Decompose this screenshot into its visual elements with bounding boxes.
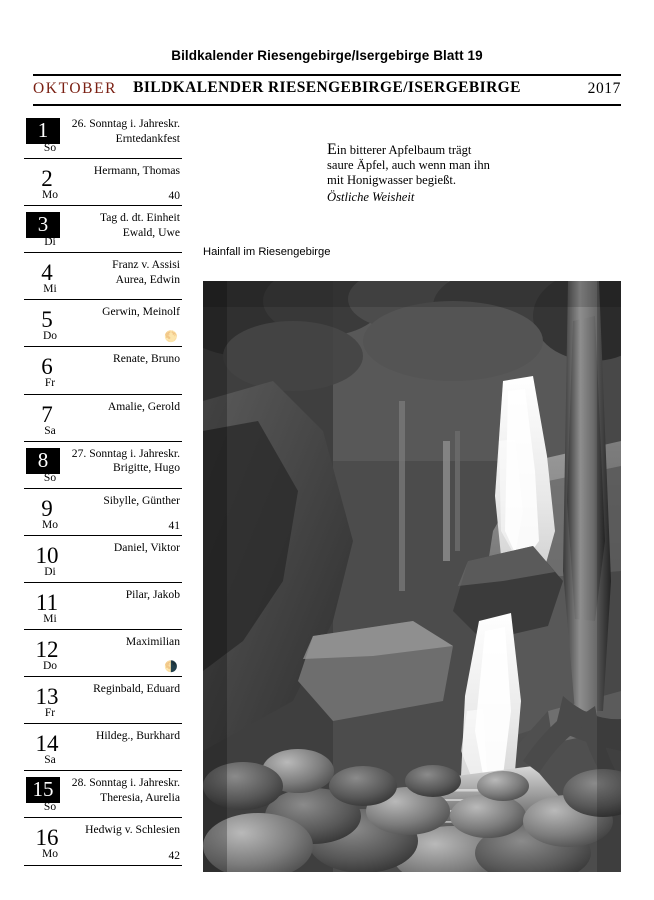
name-day-line-2: Erntedankfest — [115, 131, 180, 145]
name-day-text — [68, 729, 180, 744]
calendar-day-row[interactable] — [24, 112, 182, 159]
divider-under-title — [33, 104, 621, 106]
day-number: 11 — [35, 589, 59, 615]
weekday-abbrev: Do — [42, 330, 58, 343]
name-day-text — [68, 682, 180, 697]
quote-drop-cap: E — [327, 141, 337, 158]
calendar-day-row[interactable] — [24, 300, 182, 347]
calendar-day-row[interactable] — [24, 159, 182, 206]
name-day-line-1: 27. Sonntag i. Jahreskr. — [71, 446, 180, 460]
weekday-abbrev: Mo — [42, 518, 58, 531]
week-number: 40 — [168, 190, 180, 203]
name-day-text — [68, 776, 180, 805]
day-number: 3 — [26, 212, 60, 238]
name-day-line-2: Theresia, Aurelia — [100, 790, 180, 804]
name-day-text — [68, 305, 180, 320]
day-number: 12 — [35, 637, 59, 663]
running-title: Bildkalender Riesengebirge/Isergebirge Blatt 19 — [171, 48, 483, 63]
weekday-abbrev: Sa — [44, 754, 56, 767]
week-number: 41 — [168, 519, 180, 532]
day-number: 13 — [35, 684, 59, 710]
name-day-line-1: Renate, Bruno — [113, 352, 180, 366]
day-number: 6 — [41, 354, 53, 380]
weekday-abbrev: Do — [42, 660, 58, 673]
calendar-day-row[interactable] — [24, 347, 182, 394]
weekday-abbrev: Sa — [44, 424, 56, 437]
day-number: 5 — [41, 307, 53, 333]
name-day-line-1: Tag d. dt. Einheit — [99, 211, 180, 225]
day-number: 15 — [26, 777, 60, 803]
day-number: 7 — [41, 401, 53, 427]
name-day-line-1: Hedwig v. Schlesien — [85, 823, 180, 837]
name-day-line-2: Ewald, Uwe — [122, 225, 180, 239]
name-day-text — [68, 211, 180, 240]
title-row — [33, 79, 621, 103]
name-day-text — [68, 352, 180, 367]
name-day-text — [68, 258, 180, 287]
divider-top — [33, 74, 621, 76]
weekday-abbrev: So — [43, 471, 57, 484]
day-number: 2 — [41, 166, 53, 192]
day-number: 8 — [26, 448, 60, 474]
day-number: 16 — [35, 825, 59, 851]
weekday-abbrev: Mo — [42, 189, 58, 202]
name-day-text — [68, 117, 180, 146]
name-day-line-1: Daniel, Viktor — [113, 540, 180, 554]
day-number: 9 — [41, 495, 53, 521]
name-day-line-1: Sibylle, Günther — [103, 493, 180, 507]
name-day-line-1: Hermann, Thomas — [93, 164, 180, 178]
quote-line-3: mit Honigwasser begießt. — [327, 173, 457, 188]
name-day-text — [68, 635, 180, 650]
calendar-day-row[interactable] — [24, 771, 182, 818]
day-number: 14 — [35, 731, 59, 757]
calendar-day-row[interactable] — [24, 395, 182, 442]
name-day-line-2: Aurea, Edwin — [115, 272, 180, 286]
day-number: 4 — [41, 260, 53, 286]
name-day-text — [68, 447, 180, 476]
calendar-day-row[interactable] — [24, 630, 182, 677]
name-day-line-1: Pilar, Jakob — [125, 587, 180, 601]
name-day-text — [68, 494, 180, 509]
calendar-day-row[interactable] — [24, 677, 182, 724]
calendar-day-row[interactable] — [24, 442, 182, 489]
month-name: OKTOBER — [33, 80, 118, 97]
week-number: 42 — [168, 849, 180, 862]
name-day-line-1: Amalie, Gerold — [107, 399, 180, 413]
quote-line-1 — [327, 142, 547, 158]
weekday-abbrev: Mi — [43, 612, 57, 625]
quote-block — [327, 142, 547, 205]
name-day-line-1: Hildeg., Burkhard — [95, 729, 180, 743]
calendar-day-row[interactable] — [24, 724, 182, 771]
name-day-line-2: Brigitte, Hugo — [113, 461, 180, 475]
calendar-day-row[interactable] — [24, 206, 182, 253]
name-day-line-1: Gerwin, Meinolf — [102, 305, 180, 319]
name-day-line-1: 28. Sonntag i. Jahreskr. — [71, 776, 180, 790]
name-day-text — [68, 400, 180, 415]
quote-line-1-text: in bitterer Apfelbaum trägt — [336, 143, 472, 157]
calendar-day-row[interactable] — [24, 489, 182, 536]
year-label: 2017 — [587, 80, 621, 97]
weekday-abbrev: Di — [44, 565, 56, 578]
calendar-day-list — [24, 112, 182, 866]
page-title: BILDKALENDER RIESENGEBIRGE/ISERGEBIRGE — [133, 79, 521, 96]
day-number: 1 — [26, 118, 60, 144]
weekday-abbrev: Fr — [44, 707, 56, 720]
name-day-text — [68, 164, 180, 179]
name-day-line-1: Franz v. Assisi — [112, 258, 180, 272]
name-day-line-1: Maximilian — [125, 635, 180, 649]
day-number: 10 — [35, 542, 59, 568]
name-day-line-1: Reginbald, Eduard — [93, 682, 180, 696]
weekday-abbrev: So — [43, 142, 57, 154]
weekday-abbrev: Mi — [43, 283, 57, 296]
name-day-text — [68, 541, 180, 556]
moon-phase-icon: 🌕 — [164, 331, 178, 344]
name-day-text — [68, 823, 180, 838]
photo-waterfall — [203, 281, 621, 872]
moon-phase-icon: 🌗 — [164, 661, 178, 674]
name-day-text — [68, 588, 180, 603]
calendar-day-row[interactable] — [24, 253, 182, 300]
quote-source: Östliche Weisheit — [327, 189, 415, 204]
weekday-abbrev: So — [43, 801, 57, 814]
calendar-day-row[interactable] — [24, 818, 182, 865]
name-day-line-1: 26. Sonntag i. Jahreskr. — [71, 117, 180, 130]
weekday-abbrev: Mo — [42, 848, 58, 861]
weekday-abbrev: Fr — [44, 377, 56, 390]
photo-caption: Hainfall im Riesengebirge — [203, 246, 331, 258]
calendar-day-row[interactable] — [24, 583, 182, 630]
quote-line-2: saure Äpfel, auch wenn man ihn — [327, 158, 490, 173]
weekday-abbrev: Di — [44, 236, 56, 249]
calendar-day-row[interactable] — [24, 536, 182, 583]
